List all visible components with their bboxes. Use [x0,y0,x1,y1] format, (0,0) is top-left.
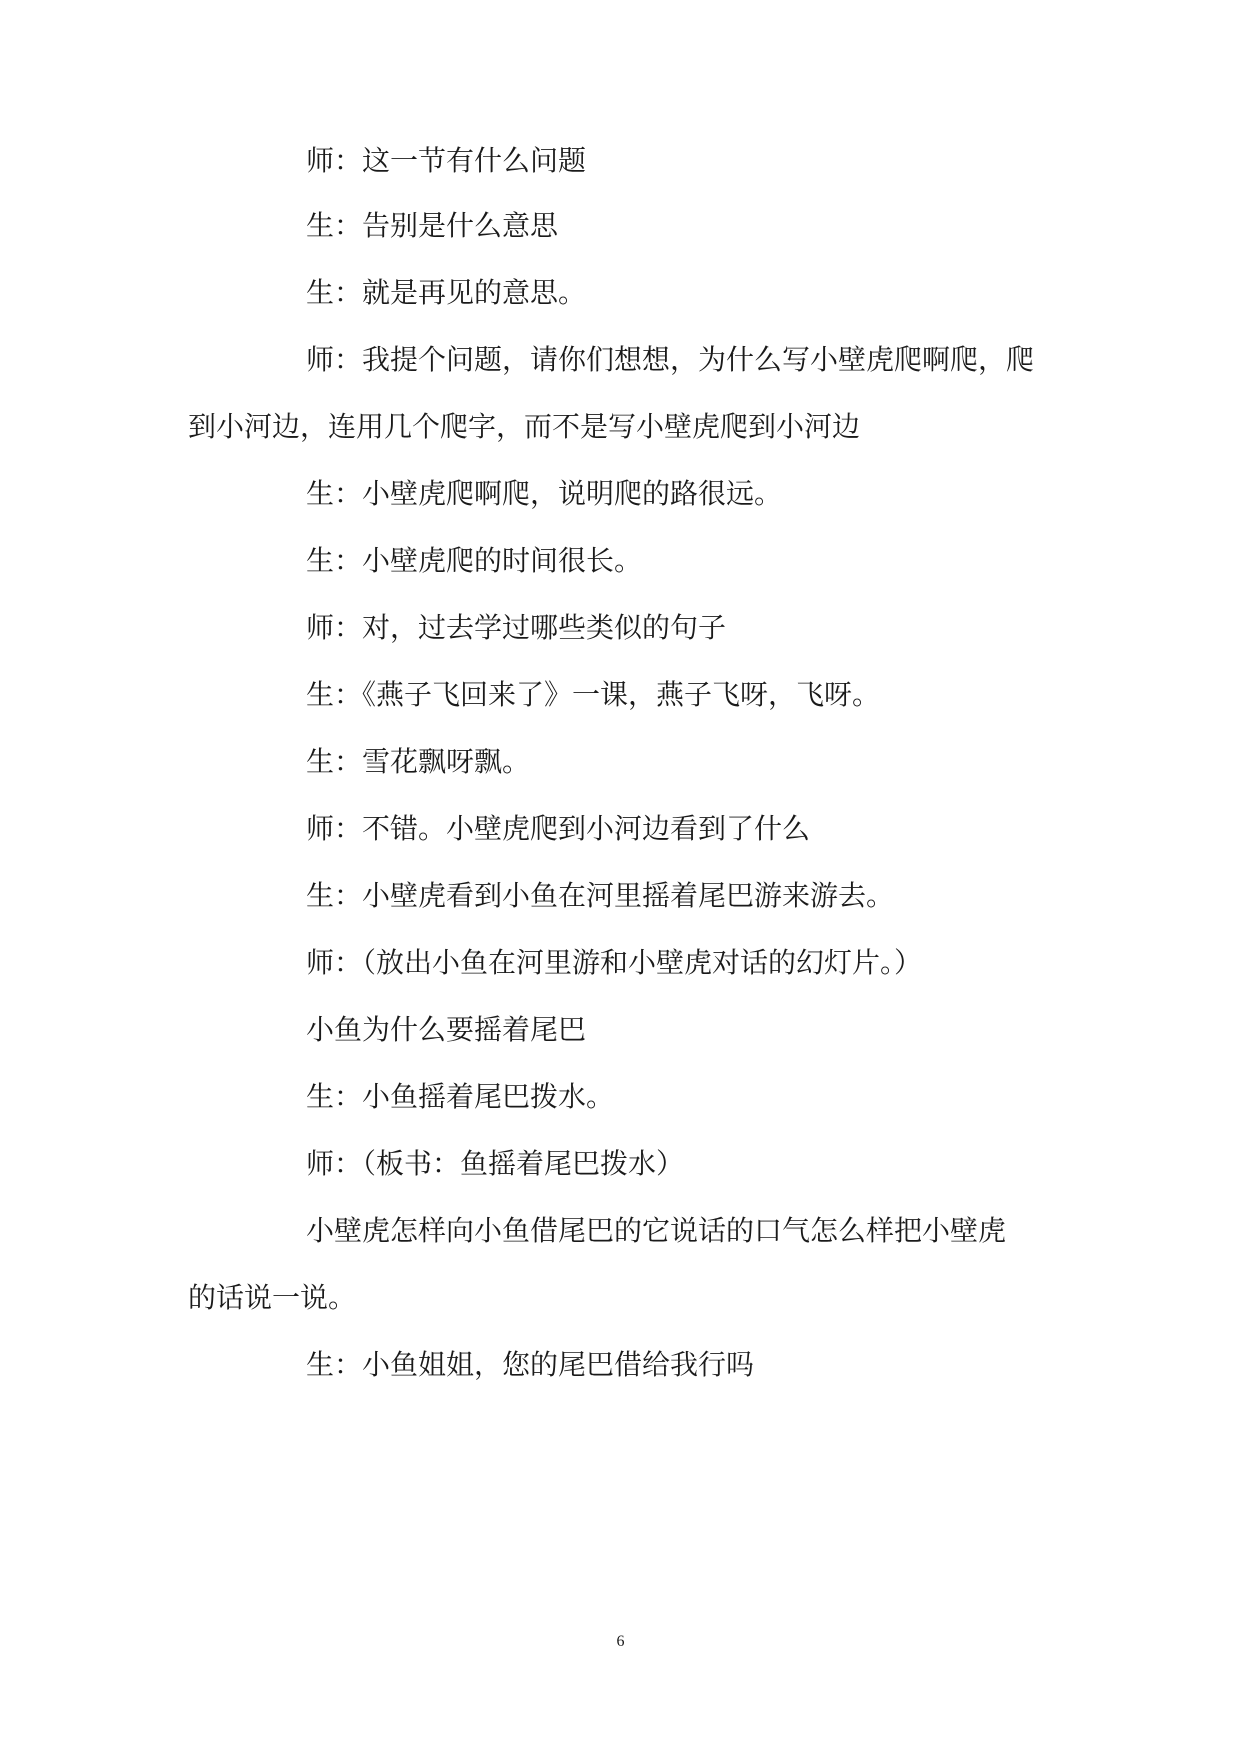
text-line: 师：不错。小壁虎爬到小河边看到了什么 [306,812,811,845]
text-line: 生：小壁虎爬的时间很长。 [306,544,643,577]
text-line: 师：我提个问题，请你们想想，为什么写小壁虎爬啊爬，爬 [306,343,1035,376]
text-line: 小鱼为什么要摇着尾巴 [306,1013,587,1046]
page-number: 6 [616,1633,625,1650]
text-line: 师：（放出小鱼在河里游和小壁虎对话的幻灯片。） [306,946,923,979]
text-line: 生：告别是什么意思 [306,209,559,242]
text-line: 小壁虎怎样向小鱼借尾巴的它说话的口气怎么样把小壁虎 [306,1214,1007,1247]
text-line: 生：小鱼摇着尾巴拨水。 [306,1080,615,1113]
text-line: 生：小壁虎看到小鱼在河里摇着尾巴游来游去。 [306,879,895,912]
text-line: 师：（板书：鱼摇着尾巴拨水） [306,1147,685,1180]
text-line: 生：《燕子飞回来了》一课，燕子飞呀，飞呀。 [306,678,881,711]
text-line: 生：小鱼姐姐，您的尾巴借给我行吗 [306,1348,755,1381]
text-line: 生：雪花飘呀飘。 [306,745,531,778]
text-line: 生：就是再见的意思。 [306,276,587,309]
text-line: 的话说一说。 [188,1281,357,1314]
text-line: 师：这一节有什么问题 [306,144,587,177]
text-line: 到小河边，连用几个爬字，而不是写小壁虎爬到小河边 [188,410,861,443]
text-line: 师：对，过去学过哪些类似的句子 [306,611,727,644]
text-line: 生：小壁虎爬啊爬，说明爬的路很远。 [306,477,783,510]
